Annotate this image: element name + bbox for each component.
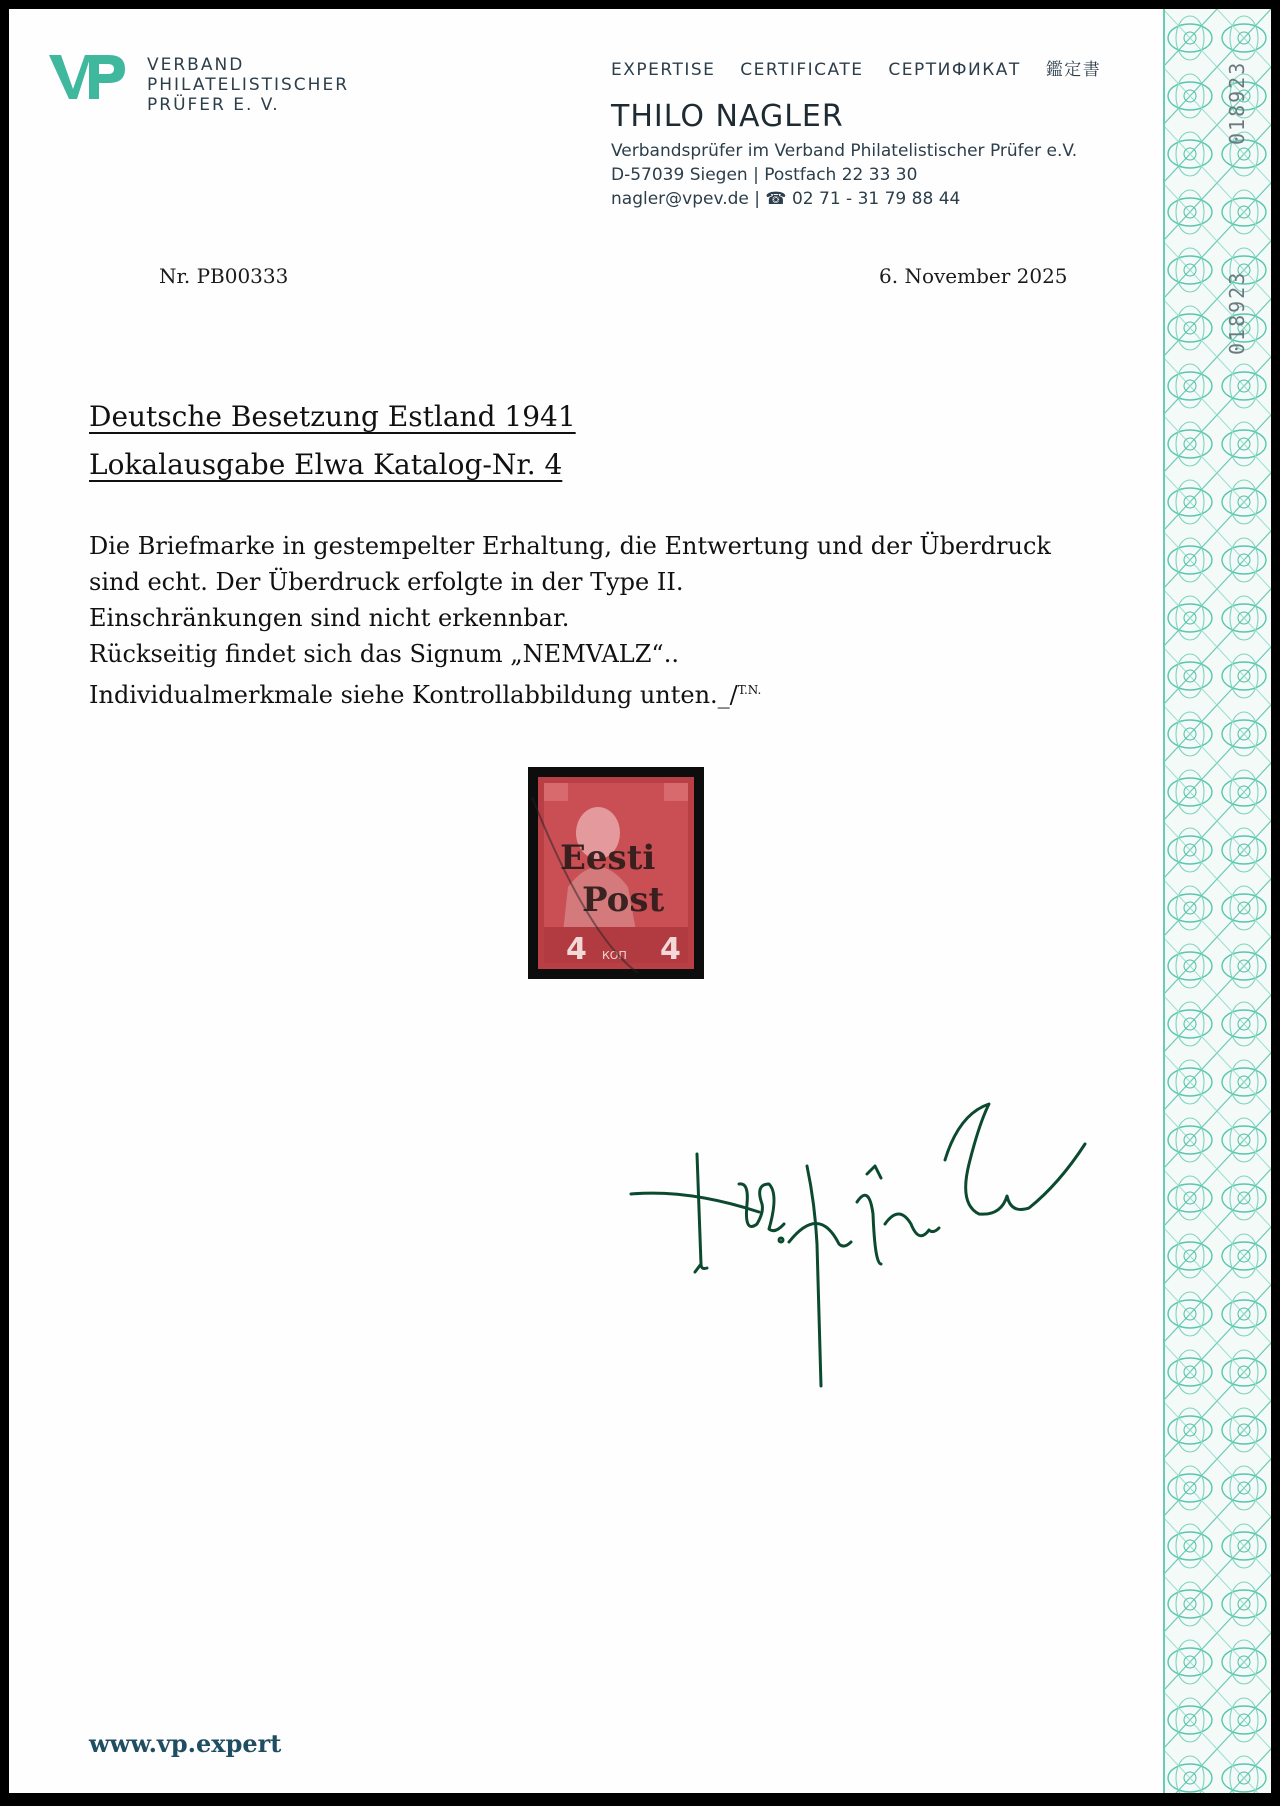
- stamp-overprint-line-1: Eesti: [560, 838, 656, 878]
- serial-number-top: 018923: [1225, 60, 1249, 145]
- certificate-number: Nr. PB00333: [159, 264, 289, 288]
- guilloche-pattern-icon: [1163, 9, 1271, 1793]
- title-line-1: Deutsche Besetzung Estland 1941: [89, 400, 576, 433]
- certificate-body: [89, 528, 1051, 713]
- type-label-expertise: EXPERTISE: [611, 60, 716, 80]
- stamp-overprint-line-2: Post: [582, 880, 665, 920]
- certificate-sheet: [9, 9, 1163, 1793]
- expert-contact: [611, 139, 1077, 211]
- body-line-2: sind echt. Der Überdruck erfolgte in der Type II.: [89, 568, 684, 596]
- serial-number-bottom: 018923: [1225, 270, 1249, 355]
- certificate-title: [89, 393, 576, 489]
- stamp-currency: КОП: [602, 949, 627, 962]
- stamp-value-left: 4: [566, 932, 587, 967]
- body-line-3: Einschränkungen sind nicht erkennbar.: [89, 604, 570, 632]
- stamp-image: [528, 767, 704, 979]
- type-label-russian: СЕРТИФИКАТ: [888, 60, 1021, 80]
- title-line-2: Lokalausgabe Elwa Katalog-Nr. 4: [89, 448, 563, 481]
- handwritten-signature: [629, 1094, 1099, 1394]
- contact-line-3: nagler@vpev.de | ☎ 02 71 - 31 79 88 44: [611, 189, 961, 209]
- association-line-2: PHILATELISTISCHER: [147, 75, 350, 95]
- stamp-value-right: 4: [660, 932, 681, 967]
- document-type-labels: [611, 55, 1119, 80]
- certificate-date: 6. November 2025: [879, 264, 1068, 288]
- type-label-certificate: CERTIFICATE: [740, 60, 864, 80]
- association-line-1: VERBAND: [147, 55, 245, 75]
- body-line-5: [89, 672, 1051, 713]
- security-border: [1163, 9, 1271, 1793]
- expert-name: THILO NAGLER: [611, 99, 844, 134]
- type-label-japanese: 鑑定書: [1045, 60, 1102, 80]
- contact-line-1: Verbandsprüfer im Verband Philatelistischer Prüfer e.V.: [611, 141, 1078, 161]
- expert-initials: T.N.: [737, 683, 762, 697]
- vp-logo-icon: [47, 53, 127, 103]
- association-name: [147, 55, 349, 115]
- association-line-3: PRÜFER E. V.: [147, 95, 280, 115]
- body-line-5-text: Individualmerkmale siehe Kontrollabbildung unten._/: [89, 681, 738, 709]
- website-link[interactable]: www.vp.expert: [89, 1729, 282, 1758]
- body-line-1: Die Briefmarke in gestempelter Erhaltung, die Entwertung und der Überdruck: [89, 532, 1051, 560]
- contact-line-2: D-57039 Siegen | Postfach 22 33 30: [611, 165, 918, 185]
- body-line-4: Rückseitig findet sich das Signum „NEMVALZ“..: [89, 640, 679, 668]
